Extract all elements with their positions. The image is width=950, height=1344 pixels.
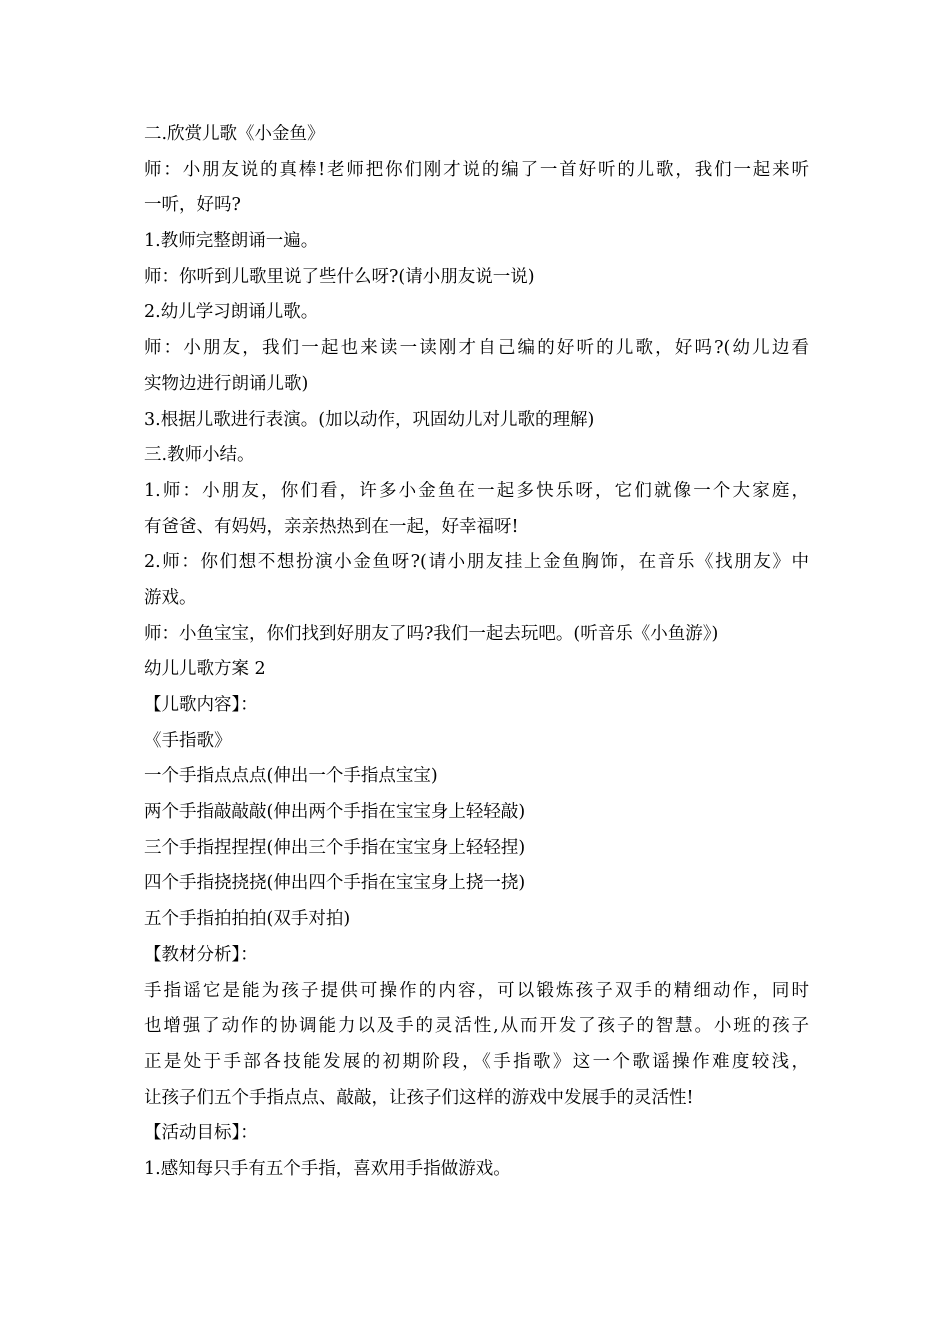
song-line: 两个手指敲敲敲(伸出两个手指在宝宝身上轻轻敲): [144, 802, 526, 823]
paragraph-line: 让孩子们五个手指点点、敲敲，让孩子们这样的游戏中发展手的灵活性!: [144, 1087, 694, 1108]
paragraph-line: 游戏。: [144, 587, 197, 608]
section-heading: 三.教师小结。: [144, 445, 255, 466]
paragraph-line: 3.根据儿歌进行表演。(加以动作，巩固幼儿对儿歌的理解): [144, 409, 595, 430]
paragraph-line: 师：小朋友，我们一起也来读一读刚才自己编的好听的儿歌，好吗?(幼儿边看: [144, 338, 809, 359]
song-line: 五个手指拍拍拍(双手对拍): [144, 909, 351, 930]
paragraph-line: 实物边进行朗诵儿歌): [144, 373, 309, 394]
paragraph-line: 2.幼儿学习朗诵儿歌。: [144, 302, 319, 323]
song-line: 四个手指挠挠挠(伸出四个手指在宝宝身上挠一挠): [144, 873, 526, 894]
paragraph-line: 1.教师完整朗诵一遍。: [144, 231, 319, 252]
paragraph-line: 师：你听到儿歌里说了些什么呀?(请小朋友说一说): [144, 266, 535, 287]
paragraph-line: 1.师：小朋友，你们看，许多小金鱼在一起多快乐呀，它们就像一个大家庭，: [144, 480, 809, 501]
paragraph-line: 正是处于手部各技能发展的初期阶段，《手指歌》这一个歌谣操作难度较浅，: [144, 1051, 809, 1072]
song-line: 一个手指点点点(伸出一个手指点宝宝): [144, 766, 438, 787]
paragraph-line: 2.师：你们想不想扮演小金鱼呀?(请小朋友挂上金鱼胸饰，在音乐《找朋友》中: [144, 552, 809, 573]
section-heading: 【教材分析】：: [144, 944, 258, 965]
section-heading: 【活动目标】：: [144, 1123, 258, 1144]
song-title: 《手指歌》: [144, 730, 232, 751]
paragraph-line: 一听，好吗?: [144, 195, 241, 216]
document-body: [144, 117, 809, 1188]
section-heading: 二.欣赏儿歌《小金鱼》: [144, 124, 325, 144]
paragraph-line: 手指谣它是能为孩子提供可操作的内容，可以锻炼孩子双手的精细动作，同时: [144, 980, 809, 1001]
paragraph-line: 师：小鱼宝宝，你们找到好朋友了吗?我们一起去玩吧。(听音乐《小鱼游》): [144, 623, 719, 644]
song-line: 三个手指捏捏捏(伸出三个手指在宝宝身上轻轻捏): [144, 837, 526, 858]
section-heading: 【儿歌内容】：: [144, 695, 258, 715]
paragraph-line: 师：小朋友说的真棒!老师把你们刚才说的编了一首好听的儿歌，我们一起来听: [144, 159, 809, 180]
paragraph-line: 1.感知每只手有五个手指，喜欢用手指做游戏。: [144, 1158, 511, 1179]
section-heading: 幼儿儿歌方案 2: [144, 659, 266, 680]
paragraph-line: 也增强了动作的协调能力以及手的灵活性,从而开发了孩子的智慧。小班的孩子: [144, 1016, 809, 1037]
paragraph-line: 有爸爸、有妈妈，亲亲热热到在一起，好幸福呀!: [144, 516, 519, 537]
